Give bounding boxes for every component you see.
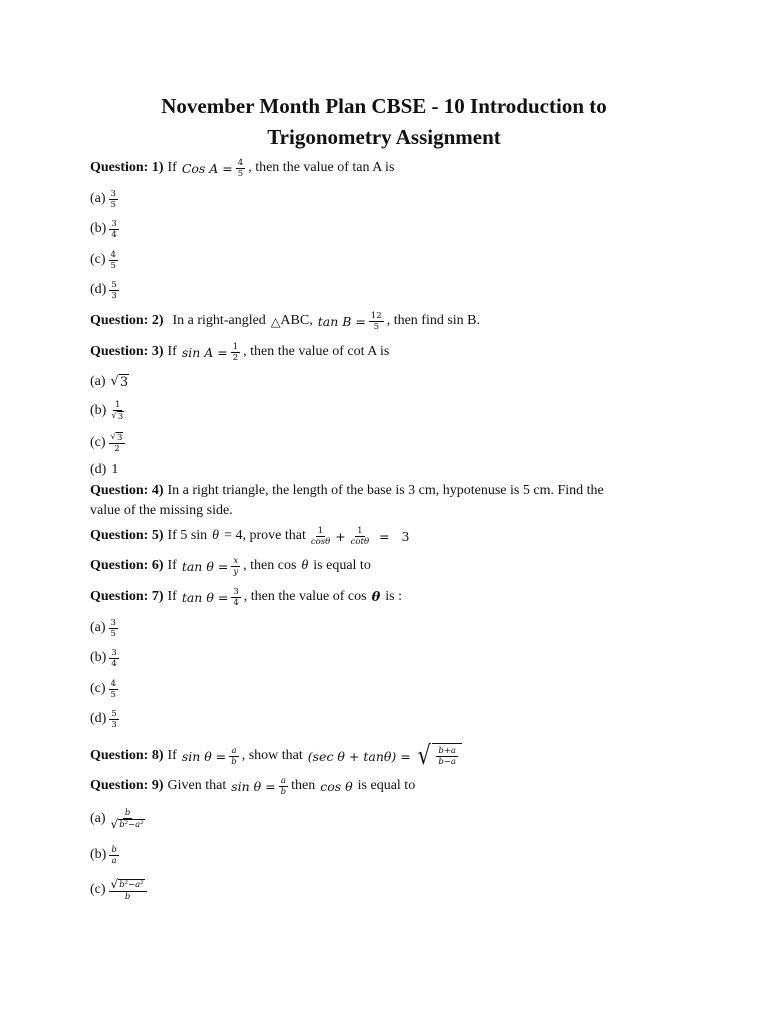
equation-rhs: = 3 bbox=[379, 528, 410, 544]
question-label: Question: 8) bbox=[90, 748, 164, 763]
option-label: (b) bbox=[90, 221, 107, 236]
math-expression: Cos A = bbox=[181, 160, 233, 176]
question-text: is : bbox=[385, 589, 402, 604]
question-8 bbox=[90, 741, 462, 771]
fraction: $\frac{1}{\cos\theta}$ bbox=[310, 525, 331, 547]
question-label: Question: 4) bbox=[90, 483, 164, 498]
square-root: √ b²−a² bbox=[110, 876, 144, 891]
question-label: Question: 6) bbox=[90, 558, 164, 573]
triangle-symbol: △ bbox=[270, 313, 281, 329]
option-d bbox=[90, 277, 122, 303]
option-label: (a) bbox=[90, 811, 106, 826]
option-b bbox=[90, 842, 122, 868]
option-b bbox=[90, 645, 122, 671]
math-expression: sin θ = bbox=[181, 748, 227, 764]
question-label: Question: 1) bbox=[90, 160, 164, 175]
question-text: If bbox=[167, 160, 177, 175]
fraction: $\frac{3}{4}$ bbox=[233, 586, 239, 608]
option-a bbox=[90, 803, 150, 835]
plus-sign: + bbox=[335, 528, 346, 544]
fraction: $\frac{3}{4}$ bbox=[111, 647, 117, 669]
fraction: $\frac{4}{5}$ bbox=[237, 157, 244, 179]
option-c bbox=[90, 430, 128, 456]
option-label: (c) bbox=[90, 882, 106, 897]
option-c bbox=[90, 874, 150, 906]
question-text: , then find sin B. bbox=[386, 313, 481, 328]
math-expression: tan θ = bbox=[181, 589, 229, 605]
option-label: (c) bbox=[90, 435, 106, 450]
option-label: (c) bbox=[90, 252, 106, 267]
option-b bbox=[90, 398, 129, 424]
fraction: $\frac{3}{5}$ bbox=[110, 617, 116, 639]
option-label: (a) bbox=[90, 191, 106, 206]
question-text: is equal to bbox=[313, 558, 371, 573]
option-c bbox=[90, 676, 121, 702]
fraction: $\frac{x}{y}$ bbox=[233, 555, 239, 577]
square-root: √ 3 bbox=[110, 432, 123, 443]
question-text: Given that bbox=[167, 778, 227, 793]
option-value: 1 bbox=[111, 462, 119, 477]
fraction: $\frac{b+a}{b-a}$ bbox=[438, 746, 456, 767]
title-line-1: November Month Plan CBSE - 10 Introduction to bbox=[161, 94, 607, 118]
math-expression: tan θ = bbox=[181, 558, 229, 574]
square-root: √ 3 bbox=[110, 374, 129, 390]
fraction: $\frac{1}{2}$ bbox=[232, 341, 239, 363]
question-6 bbox=[90, 553, 371, 579]
fraction: b √ b²−a² bbox=[110, 807, 144, 831]
fraction: $\frac{a}{b}$ bbox=[280, 775, 287, 797]
square-root: √ 3 bbox=[111, 411, 124, 422]
question-label: Question: 3) bbox=[90, 344, 164, 359]
question-1 bbox=[90, 155, 394, 181]
question-text: If bbox=[167, 589, 177, 604]
math-expression: sin θ = bbox=[231, 778, 276, 794]
option-label: (a) bbox=[90, 620, 106, 635]
question-text: , then the value of cos bbox=[243, 589, 367, 604]
math-expression: cos θ bbox=[320, 778, 353, 794]
question-text: , then the value of cot A is bbox=[243, 344, 390, 359]
fraction: $\frac{b}{a}$ bbox=[111, 844, 117, 866]
theta-symbol: 𝜽 bbox=[371, 589, 381, 605]
option-a bbox=[90, 369, 129, 395]
question-3 bbox=[90, 339, 389, 365]
question-label: Question: 7) bbox=[90, 589, 164, 604]
question-text: If 5 sin bbox=[167, 528, 208, 543]
question-text: If bbox=[167, 748, 177, 763]
option-label: (b) bbox=[90, 650, 107, 665]
question-text: then bbox=[291, 778, 316, 793]
question-2 bbox=[90, 308, 480, 334]
option-label: (a) bbox=[90, 374, 106, 389]
option-label: (c) bbox=[90, 681, 106, 696]
math-expression: tan B = bbox=[317, 313, 366, 329]
question-text: If bbox=[167, 344, 177, 359]
question-text: In a right-angled bbox=[172, 313, 266, 328]
theta-symbol: θ bbox=[301, 558, 309, 573]
fraction: $\frac{4}{5}$ bbox=[110, 678, 116, 700]
option-a bbox=[90, 186, 121, 212]
math-expression: (sec θ + tanθ) = bbox=[307, 748, 411, 764]
question-7 bbox=[90, 584, 402, 610]
question-5 bbox=[90, 523, 409, 549]
square-root: √ $\frac{b+a}{b-a}$ bbox=[416, 743, 462, 769]
triangle-name: ABC, bbox=[280, 313, 313, 328]
option-label: (d) bbox=[90, 711, 107, 726]
math-expression: sin A = bbox=[181, 344, 228, 360]
fraction: √ b²−a² b bbox=[109, 879, 147, 902]
fraction: $\frac{5}{3}$ bbox=[111, 708, 117, 730]
option-a bbox=[90, 615, 121, 641]
question-text: , then cos bbox=[243, 558, 297, 573]
question-text: In a right triangle, the length of the base is 3 cm, hypotenuse is 5 cm. Find the bbox=[167, 483, 604, 498]
question-9 bbox=[90, 773, 415, 799]
option-label: (b) bbox=[90, 403, 107, 418]
question-text: = 4, prove that bbox=[224, 528, 306, 543]
question-text: is equal to bbox=[357, 778, 416, 793]
fraction: $\frac{3}{4}$ bbox=[111, 218, 117, 240]
page-title bbox=[0, 91, 768, 153]
fraction: $\frac{5}{3}$ bbox=[111, 279, 117, 301]
fraction: √ 3 2 bbox=[109, 432, 126, 454]
fraction: $\frac{12}{5}$ bbox=[370, 310, 382, 332]
fraction: $\frac{4}{5}$ bbox=[110, 249, 116, 271]
option-label: (b) bbox=[90, 847, 107, 862]
question-label: Question: 5) bbox=[90, 528, 164, 543]
option-c bbox=[90, 247, 121, 273]
option-b bbox=[90, 216, 122, 242]
question-label: Question: 9) bbox=[90, 778, 164, 793]
question-text: , then the value of tan A is bbox=[248, 160, 395, 175]
question-text: If bbox=[167, 558, 177, 573]
option-d bbox=[90, 706, 122, 732]
fraction: $\frac{3}{5}$ bbox=[110, 188, 116, 210]
option-label: (d) bbox=[90, 462, 107, 477]
question-4-continued bbox=[90, 498, 233, 524]
fraction: 1 √ 3 bbox=[111, 400, 124, 422]
square-root: √ b²−a² bbox=[110, 816, 144, 831]
option-label: (d) bbox=[90, 282, 107, 297]
theta-symbol: θ bbox=[212, 528, 220, 543]
question-text: value of the missing side. bbox=[90, 503, 233, 518]
question-text: , show that bbox=[241, 748, 303, 763]
question-label: Question: 2) bbox=[90, 313, 164, 328]
fraction: $\frac{1}{\cot\theta}$ bbox=[350, 525, 370, 547]
fraction: $\frac{a}{b}$ bbox=[231, 745, 237, 767]
title-line-2: Trigonometry Assignment bbox=[267, 125, 501, 149]
